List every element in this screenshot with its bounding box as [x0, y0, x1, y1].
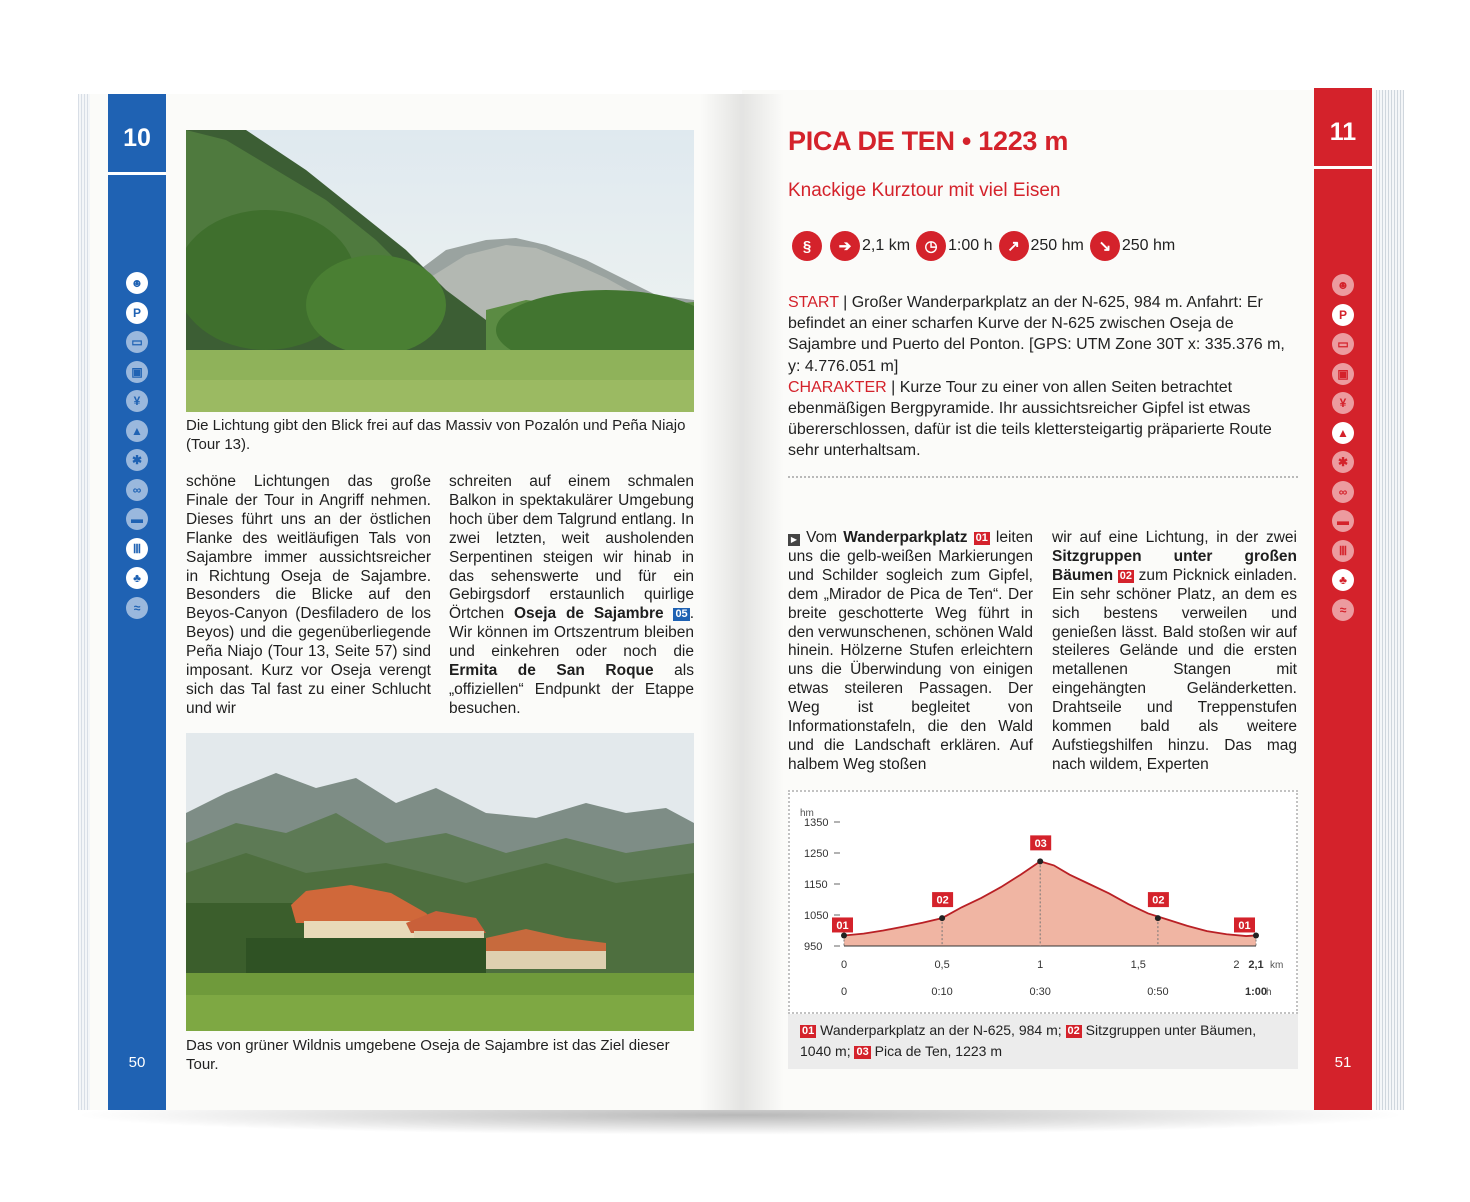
distance-value: 2,1 km [862, 237, 911, 254]
right-text-column-1 [788, 529, 1033, 775]
time-value: 1:00 h [948, 237, 993, 254]
left-text-column-1: schöne Lichtungen das große Finale der Tour in Angriff nehmen. Dieses führt uns an der östlichen Flanke des weitläufigen Tals von Sajambre immer aussichtsreicher in Richtung Oseja de Sajambre. Besonders die Blicke auf den Beyos-Canyon (Desfiladero de los Beyos) und die gegenüberliegende Peña Niajo (Tour 13, Seite 57) sind imposant. Kurz vor Oseja verengt sich das Tal fast zu einer Schlucht und wir [186, 473, 431, 717]
elevation-area [844, 861, 1256, 946]
elevation-chart [790, 792, 1296, 1012]
ascent-value: 250 hm [1030, 237, 1084, 254]
photo2-caption: Das von grüner Wildnis umgebene Oseja de Sajambre ist das Ziel dieser Tour. [186, 1037, 670, 1073]
waypoint-badge-label: 01 [836, 919, 849, 932]
waypoint-dot [939, 915, 945, 921]
page-number: 51 [1334, 1054, 1352, 1071]
path-difficulty-icon: § [792, 231, 822, 261]
legend-text: Pica de Ten, 1223 m [874, 1043, 1003, 1059]
culture-icon: Ⅲ [126, 538, 148, 560]
category-icons [1332, 274, 1354, 628]
bus-icon: ▭ [126, 331, 148, 353]
start-label: START [788, 294, 839, 311]
kids-icon: ☻ [1332, 274, 1354, 296]
waypoint-dot [841, 932, 847, 938]
y-unit-label: hm [800, 808, 814, 819]
place-ermita: Ermita de San Roque [449, 662, 654, 680]
kids-icon: ☻ [126, 272, 148, 294]
x-unit-label: km [1270, 960, 1284, 971]
chapter-number: 11 [1329, 118, 1357, 146]
text-span: Vom [800, 529, 844, 546]
swim-icon: ≈ [1332, 599, 1354, 621]
waypoint-badge-label: 02 [936, 894, 949, 907]
time-tick-label: 1:00 [1244, 986, 1268, 998]
summit-icon: ▲ [126, 420, 148, 442]
y-tick-label: 1350 [804, 817, 829, 829]
swim-icon: ≈ [126, 597, 148, 619]
waypoint-legend [788, 1014, 1298, 1069]
x-tick-label: 1 [1037, 959, 1044, 971]
ascent-arrow-icon: ↗ [999, 231, 1029, 261]
place-sitzgruppen: Sitzgruppen unter großen Bäumen [1052, 547, 1297, 584]
difficulty-stat [792, 231, 824, 261]
descent-value: 250 hm [1121, 237, 1176, 254]
play-arrow-icon: ▶ [788, 534, 800, 546]
legend-text: Wanderparkplatz an der N-625, 984 m; [820, 1022, 1062, 1038]
bike-icon: ∞ [126, 479, 148, 501]
charakter-text: | Kurze Tour zu einer von allen Seiten betrachtet ebenmäßigen Bergpyramide. Ihr aussichtsreicher Gipfel ist etwas übererschlossen, dafür ist die teils klettersteigartig präparierte Route sehr unterhaltsam. [788, 378, 1272, 460]
x-tick-label: 2 [1233, 959, 1240, 971]
legend-badge: 03 [856, 1046, 869, 1058]
place-oseja: Oseja de Sajambre [513, 605, 664, 623]
nature-icon: ♣ [1332, 569, 1354, 591]
x-tick-label: 2,1 [1248, 959, 1264, 971]
restaurant-icon: ¥ [126, 390, 148, 412]
photo-meadow-mountains [186, 130, 694, 412]
waypoint-badge-label: 03 [1034, 837, 1047, 850]
waypoint-dot [1037, 858, 1043, 864]
cable-car-icon: ▣ [126, 361, 148, 383]
waypoint-badge-label: 01 [1238, 919, 1251, 932]
bus-icon: ▭ [1332, 333, 1354, 355]
text-span: leiten uns die gelb-weißen Markierungen und Schilder sogleich zum Gipfel, dem „Mirador de Pica de Ten“. Der breite geschotterte Weg führt in den verwunschenen, schönen Wald hinein. Hölzerne Stufen erleichtern uns die Überwindung von einigen etwas steileren Passagen. Der Weg ist begleitet von Informationstafeln, die den Wald und die Landschaft erklären. Auf halbem Weg stoßen [788, 529, 1033, 773]
waypoint-badge: 01 [975, 532, 988, 544]
photo-village-oseja [186, 733, 694, 1031]
tour-info [788, 292, 1300, 462]
place-parkplatz: Wanderparkplatz [843, 529, 968, 546]
waypoint-dot [1155, 915, 1161, 921]
x-tick-label: 0 [840, 959, 848, 971]
page-edges-right [1374, 90, 1404, 1110]
descent-arrow-icon: ↘ [1090, 231, 1120, 261]
text-span: zum Picknick einladen. Ein sehr schöner Platz, an dem es sich bestens verweilen und genießen lässt. Bald stoßen wir auf steileres Gelände und die ersten metallenen Stangen mit eingehängten Geländerketten. Drahtseile und Treppenstufen kommen bald als weitere Aufstiegshilfen hinzu. Das mag nach wildem, Experten [1052, 566, 1297, 773]
time-tick-label: 0:30 [1029, 986, 1051, 998]
waypoint-badge-label: 02 [1152, 894, 1165, 907]
time-tick-label: 0:50 [1147, 986, 1169, 998]
left-text-column-2 [449, 473, 694, 719]
x-tick-label: 1,5 [1130, 959, 1146, 971]
waypoint-dot [1253, 932, 1259, 938]
category-icons [126, 272, 148, 626]
time-tick-label: 0:10 [931, 986, 953, 998]
legend-badge: 01 [802, 1025, 815, 1037]
waypoint-badge: 02 [1119, 569, 1133, 582]
y-tick-label: 1150 [804, 879, 828, 891]
elevation-profile [788, 790, 1298, 1014]
winter-icon: ✱ [1332, 451, 1354, 473]
chapter-number: 10 [123, 124, 151, 152]
photo1-caption: Die Lichtung gibt den Blick frei auf das Massiv von Pozalón und Peña Niajo (Tour 13). [186, 417, 686, 453]
left-chapter-band [108, 94, 166, 1110]
text-span: . Wir können im Ortszentrum bleiben und einkehren oder noch die [449, 605, 694, 661]
y-tick-label: 950 [804, 941, 823, 953]
summit-icon: ▲ [1332, 422, 1354, 444]
time-unit-label: h [1266, 987, 1272, 998]
hut-icon: ▬ [126, 508, 148, 530]
right-text-column-2 [1052, 529, 1297, 775]
tour-title: PICA DE TEN • 1223 m [788, 126, 1069, 156]
cable-car-icon: ▣ [1332, 363, 1354, 385]
text-span: als „offiziellen“ Endpunkt der Etappe besuchen. [449, 662, 694, 717]
section-divider [788, 476, 1298, 478]
time-stat [916, 231, 992, 261]
waypoint-badge: 05 [675, 608, 688, 621]
charakter-info [788, 377, 1300, 462]
culture-icon: Ⅲ [1332, 540, 1354, 562]
y-tick-label: 1050 [804, 910, 829, 922]
tour-subtitle: Knackige Kurztour mit viel Eisen [788, 180, 1061, 201]
clock-icon: ◷ [916, 231, 946, 261]
tour-stats [792, 230, 1181, 262]
parking-icon: P [126, 302, 148, 324]
divider [1314, 166, 1372, 169]
start-info [788, 292, 1300, 377]
text-span: schreiten auf einem schmalen Balkon in spektakulärer Umgebung hoch über dem Talgrund entlang. In zwei letzten, weit ausholenden Serpentinen steigen wir hinab in das sehenswerte und für ein Gebirgsdorf erstaunlich quirlige Örtchen [449, 473, 694, 623]
time-tick-label: 0 [840, 986, 848, 998]
nature-icon: ♣ [126, 567, 148, 589]
y-tick-label: 1250 [804, 848, 829, 860]
page-number: 50 [128, 1054, 146, 1071]
bike-icon: ∞ [1332, 481, 1354, 503]
descent-stat [1090, 231, 1175, 261]
legend-text: Sitzgruppen unter Bäumen, 1040 m; [800, 1022, 1257, 1059]
text-span: wir auf eine Lichtung, in der zwei [1052, 529, 1297, 546]
restaurant-icon: ¥ [1332, 392, 1354, 414]
legend-badge: 02 [1067, 1025, 1080, 1037]
hut-icon: ▬ [1332, 510, 1354, 532]
distance-stat [830, 231, 910, 261]
parking-icon: P [1332, 304, 1354, 326]
ascent-stat [999, 231, 1084, 261]
start-text: | Großer Wanderparkplatz an der N-625, 984 m. Anfahrt: Er befindet an einer scharfen Kurve der N-625 zwischen Oseja de Sajambre und Puerto del Ponton. [GPS: UTM Zone 30T x: 335.376 m, y: 4.776.051 m] [788, 294, 1285, 375]
winter-icon: ✱ [126, 449, 148, 471]
right-chapter-band [1314, 88, 1372, 1110]
x-tick-label: 0,5 [934, 959, 950, 971]
divider [108, 172, 166, 175]
charakter-label: CHARAKTER [788, 378, 887, 396]
signpost-icon: ➔ [830, 231, 860, 261]
